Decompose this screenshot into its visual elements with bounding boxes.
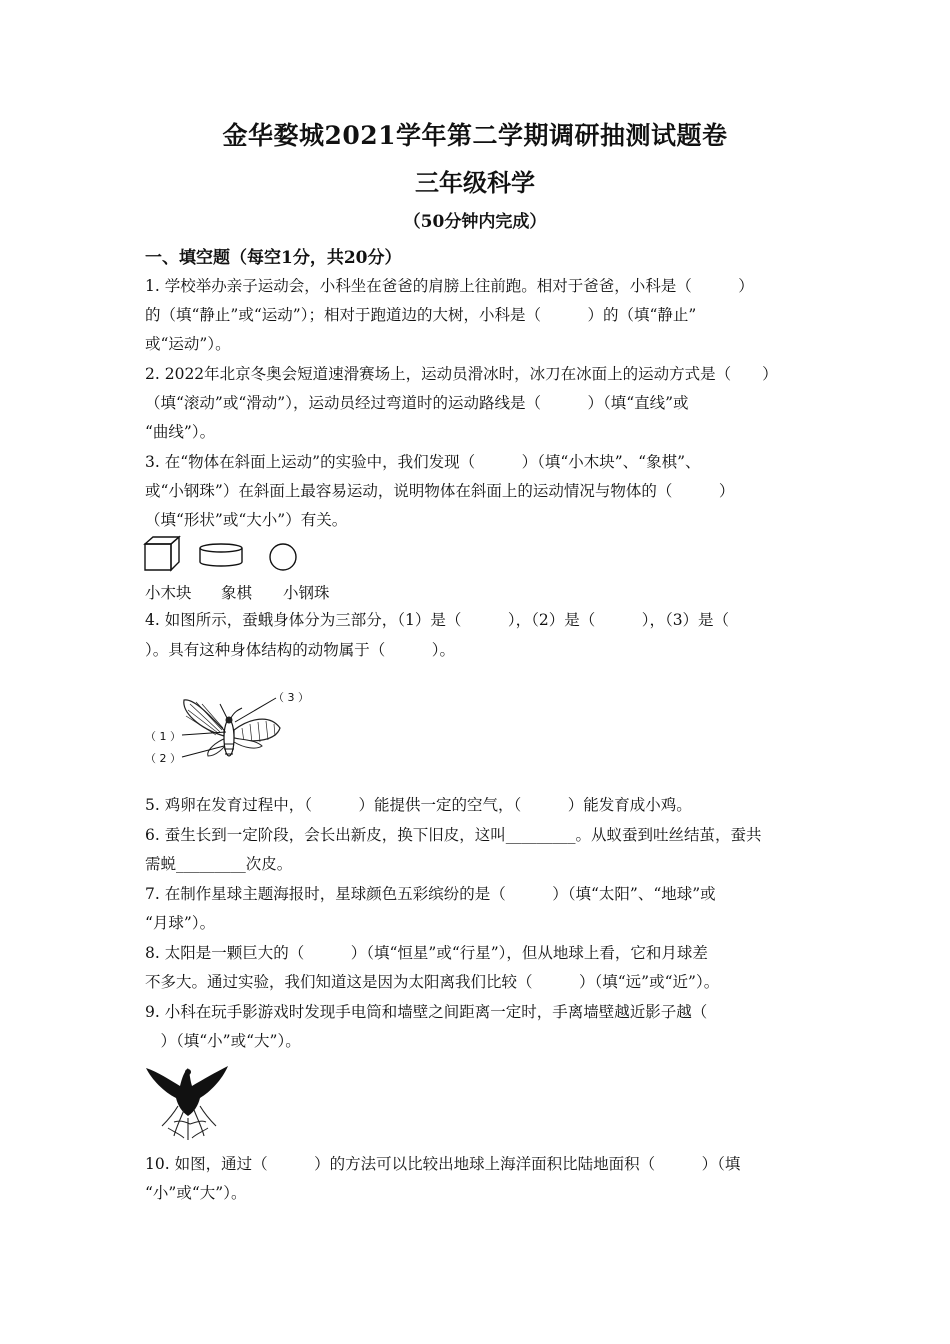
question-9-line-1: 9. 小科在玩手影游戏时发现手电筒和墙壁之间距离一定时，手离墙壁越近影子越（: [145, 1003, 708, 1021]
moth-label-3: （ 3 ）: [273, 691, 309, 704]
time-note: （50分钟内完成）: [403, 212, 547, 232]
steel-ball-label: 小钢珠: [283, 584, 330, 602]
question-3-line-2: 或“小钢珠”）在斜面上最容易运动，说明物体在斜面上的运动情况与物体的（ ）: [145, 482, 735, 500]
question-1-line-2: 的（填“静止”或“运动”）；相对于跑道边的大树，小科是（ ）的（填“静止”: [145, 306, 697, 324]
question-1-line-1: 1. 学校举办亲子运动会，小科坐在爸爸的肩膀上往前跑。相对于爸爸，小科是（ ）: [145, 277, 754, 295]
question-10-line-1: 10. 如图，通过（ ）的方法可以比较出地球上海洋面积比陆地面积（ ）（填: [145, 1155, 741, 1173]
steel-ball-figure: [268, 542, 298, 572]
hand-shadow-figure: [144, 1062, 230, 1142]
question-2-line-2: （填“滚动”或“滑动”），运动员经过弯道时的运动路线是（ ）（填“直线”或: [145, 394, 689, 412]
question-5-line-1: 5. 鸡卵在发育过程中，（ ）能提供一定的空气，（ ）能发育成小鸡。: [145, 796, 692, 814]
question-4-line-1: 4. 如图所示，蚕蛾身体分为三部分，（1）是（ ），（2）是（ ），（3）是（: [145, 611, 730, 629]
question-6-line-1: 6. 蚕生长到一定阶段，会长出新皮，换下旧皮，这叫_________。从蚁蚕到吐丝结茧，蚕共: [145, 826, 762, 844]
question-7-line-2: “月球”）。: [145, 914, 216, 932]
question-7-line-1: 7. 在制作星球主题海报时，星球颜色五彩缤纷的是（ ）（填“太阳”、“地球”或: [145, 885, 716, 903]
question-3-line-3: （填“形状”或“大小”）有关。: [145, 511, 348, 529]
question-2-line-3: “曲线”）。: [145, 423, 216, 441]
question-1-line-3: 或“运动”）。: [145, 335, 231, 353]
moth-label-2: （ 2 ）: [145, 752, 181, 765]
question-3-line-1: 3. 在“物体在斜面上运动”的实验中，我们发现（ ）（填“小木块”、“象棋”、: [145, 453, 701, 471]
question-9-line-2: ）（填“小”或“大”）。: [145, 1032, 301, 1050]
section-heading: 一、填空题（每空1分，共20分）: [145, 248, 402, 268]
question-10-line-2: “小”或“大”）。: [145, 1184, 247, 1202]
question-2-line-1: 2. 2022年北京冬奥会短道速滑赛场上，运动员滑冰时，冰刀在冰面上的运动方式是（ ）: [145, 365, 778, 383]
question-4-line-2: ）。具有这种身体结构的动物属于（ ）。: [145, 641, 456, 659]
exam-title: 金华婺城2021学年第二学期调研抽测试题卷: [222, 121, 728, 150]
moth-label-1: （ 1 ）: [145, 730, 181, 743]
question-6-line-2: 需蜕_________次皮。: [145, 855, 293, 873]
chess-label: 象棋: [221, 584, 253, 602]
exam-subtitle: 三年级科学: [415, 168, 535, 197]
wood-block-label: 小木块: [145, 584, 192, 602]
chess-piece-figure: [198, 543, 244, 569]
wood-block-figure: [143, 536, 183, 572]
question-8-line-1: 8. 太阳是一颗巨大的（ ）（填“恒星”或“行星”），但从地球上看，它和月球差: [145, 944, 708, 962]
question-8-line-2: 不多大。通过实验，我们知道这是因为太阳离我们比较（ ）（填“远”或“近”）。: [145, 973, 720, 991]
